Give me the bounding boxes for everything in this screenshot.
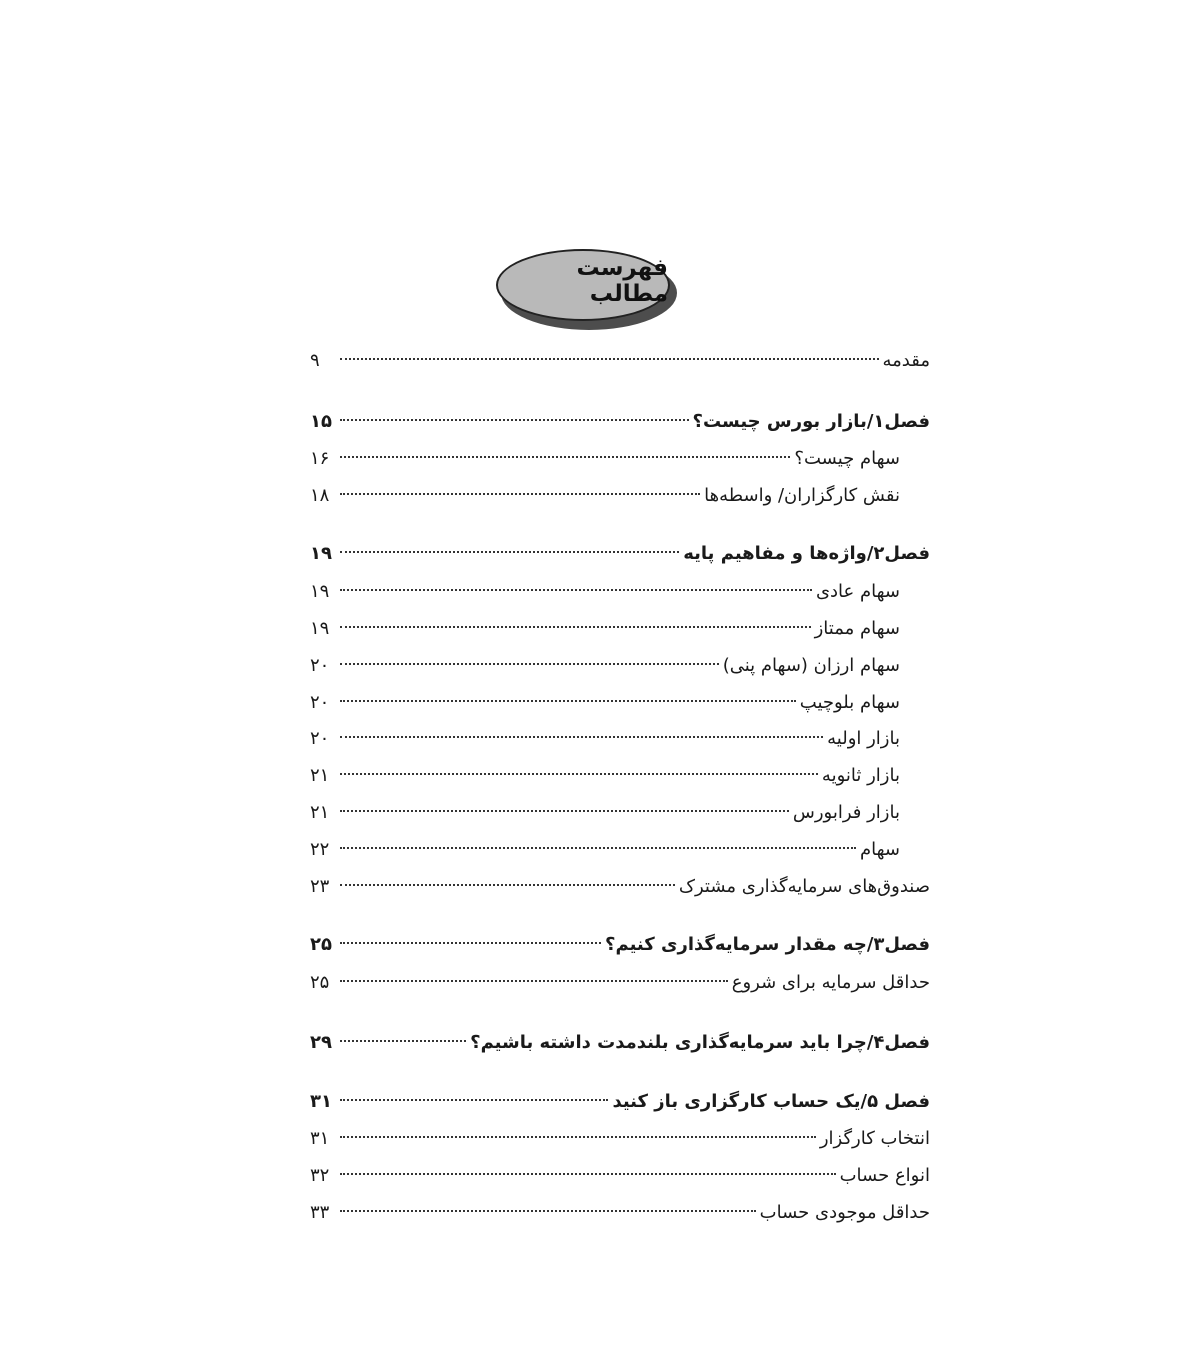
toc-entry-page: ۲۵: [310, 972, 330, 993]
toc-entry-page: ۲۵: [310, 934, 332, 955]
dot-leader: [340, 980, 728, 982]
toc-entry-label: حداقل موجودی حساب: [759, 1202, 930, 1223]
toc-entry-label: انواع حساب: [839, 1165, 930, 1186]
toc-entry: [310, 444, 930, 474]
toc-entry-page: ۳۱: [310, 1091, 332, 1112]
dot-leader: [340, 456, 790, 458]
toc-entry-label: سهام چیست؟: [794, 448, 900, 469]
dot-leader: [340, 1099, 608, 1101]
toc-entry: [310, 724, 930, 754]
toc-entry-page: ۲۲: [310, 839, 330, 860]
toc-entry-page: ۱۹: [310, 581, 330, 602]
toc-entry-page: ۳۱: [310, 1128, 330, 1149]
toc-entry-page: ۲۰: [310, 655, 330, 676]
toc-entry-label: سهام: [859, 839, 900, 860]
toc-entry: [310, 798, 930, 828]
toc-entry: [310, 835, 930, 865]
toc-title-badge: [496, 249, 681, 331]
toc-chapter-1: [310, 407, 930, 437]
toc-entry-label: حداقل سرمایه برای شروع: [731, 972, 930, 993]
dot-leader: [340, 358, 879, 360]
toc-entry-page: ۱۹: [310, 543, 332, 564]
toc-entry-label: سهام ممتاز: [814, 618, 900, 639]
toc-chapter-5: [310, 1087, 930, 1117]
toc-entry-label: فصل۴/چرا باید سرمایه‌گذاری بلندمدت داشته باشیم؟: [470, 1032, 930, 1053]
toc-entry-page: ۱۵: [310, 411, 332, 432]
toc-entry-label: مقدمه: [882, 350, 930, 371]
toc-entry: [310, 688, 930, 718]
toc-entry-label: سهام ارزان (سهام پنی): [722, 655, 900, 676]
toc-entry: [310, 872, 930, 902]
toc-entry: [310, 1161, 930, 1191]
toc-entry-page: ۱۶: [310, 448, 330, 469]
dot-leader: [340, 884, 675, 886]
toc-chapter-2: [310, 539, 930, 569]
dot-leader: [340, 589, 812, 591]
dot-leader: [340, 736, 823, 738]
toc-entry-label: صندوق‌های سرمایه‌گذاری مشترک: [678, 876, 930, 897]
toc-entry-label: بازار فرابورس: [792, 802, 900, 823]
dot-leader: [340, 663, 719, 665]
toc-entry: [310, 968, 930, 998]
dot-leader: [340, 419, 689, 421]
toc-entry-page: ۲۳: [310, 876, 330, 897]
dot-leader: [340, 773, 818, 775]
toc-entry-label: انتخاب کارگزار: [819, 1128, 930, 1149]
toc-entry: [310, 614, 930, 644]
toc-entry-page: ۲۰: [310, 692, 330, 713]
dot-leader: [340, 493, 700, 495]
dot-leader: [340, 1210, 756, 1212]
dot-leader: [340, 810, 789, 812]
toc-entry-label: فصل۲/واژه‌ها و مفاهیم پایه: [683, 543, 930, 564]
toc-entry: [310, 1198, 930, 1228]
toc-entry-page: ۲۱: [310, 802, 330, 823]
toc-entry-intro: [310, 346, 930, 376]
toc-entry-label: نقش کارگزاران/ واسطه‌ها: [704, 485, 900, 506]
toc-entry-page: ۹: [310, 350, 320, 371]
toc-entry-page: ۲۱: [310, 765, 330, 786]
toc-entry-page: ۱۹: [310, 618, 330, 639]
toc-entry-label: سهام عادی: [815, 581, 900, 602]
dot-leader: [340, 1136, 816, 1138]
dot-leader: [340, 1173, 836, 1175]
toc-entry-label: فصل ۵/یک حساب کارگزاری باز کنید: [612, 1091, 930, 1112]
dot-leader: [340, 1040, 466, 1042]
toc-entry: [310, 1124, 930, 1154]
toc-chapter-4: [310, 1028, 930, 1058]
toc-entry-label: بازار ثانویه: [821, 765, 900, 786]
toc-entry-label: بازار اولیه: [827, 728, 900, 749]
toc-entry: [310, 481, 930, 511]
toc-entry: [310, 651, 930, 681]
dot-leader: [340, 626, 811, 628]
toc-entry-page: ۲۰: [310, 728, 330, 749]
toc-entry-label: سهام بلوچیپ: [799, 692, 900, 713]
toc-entry-label: فصل۱/بازار بورس چیست؟: [692, 411, 930, 432]
toc-entry-page: ۲۹: [310, 1032, 332, 1053]
toc-title: فهرست مطالب: [496, 249, 670, 321]
dot-leader: [340, 942, 601, 944]
toc-entry: [310, 577, 930, 607]
toc-entry-page: ۳۲: [310, 1165, 330, 1186]
toc-entry: [310, 761, 930, 791]
toc-entry-label: فصل۳/چه مقدار سرمایه‌گذاری کنیم؟: [605, 934, 930, 955]
dot-leader: [340, 551, 679, 553]
dot-leader: [340, 700, 796, 702]
dot-leader: [340, 847, 856, 849]
toc-entry-page: ۳۳: [310, 1202, 330, 1223]
toc-chapter-3: [310, 930, 930, 960]
toc-entry-page: ۱۸: [310, 485, 330, 506]
